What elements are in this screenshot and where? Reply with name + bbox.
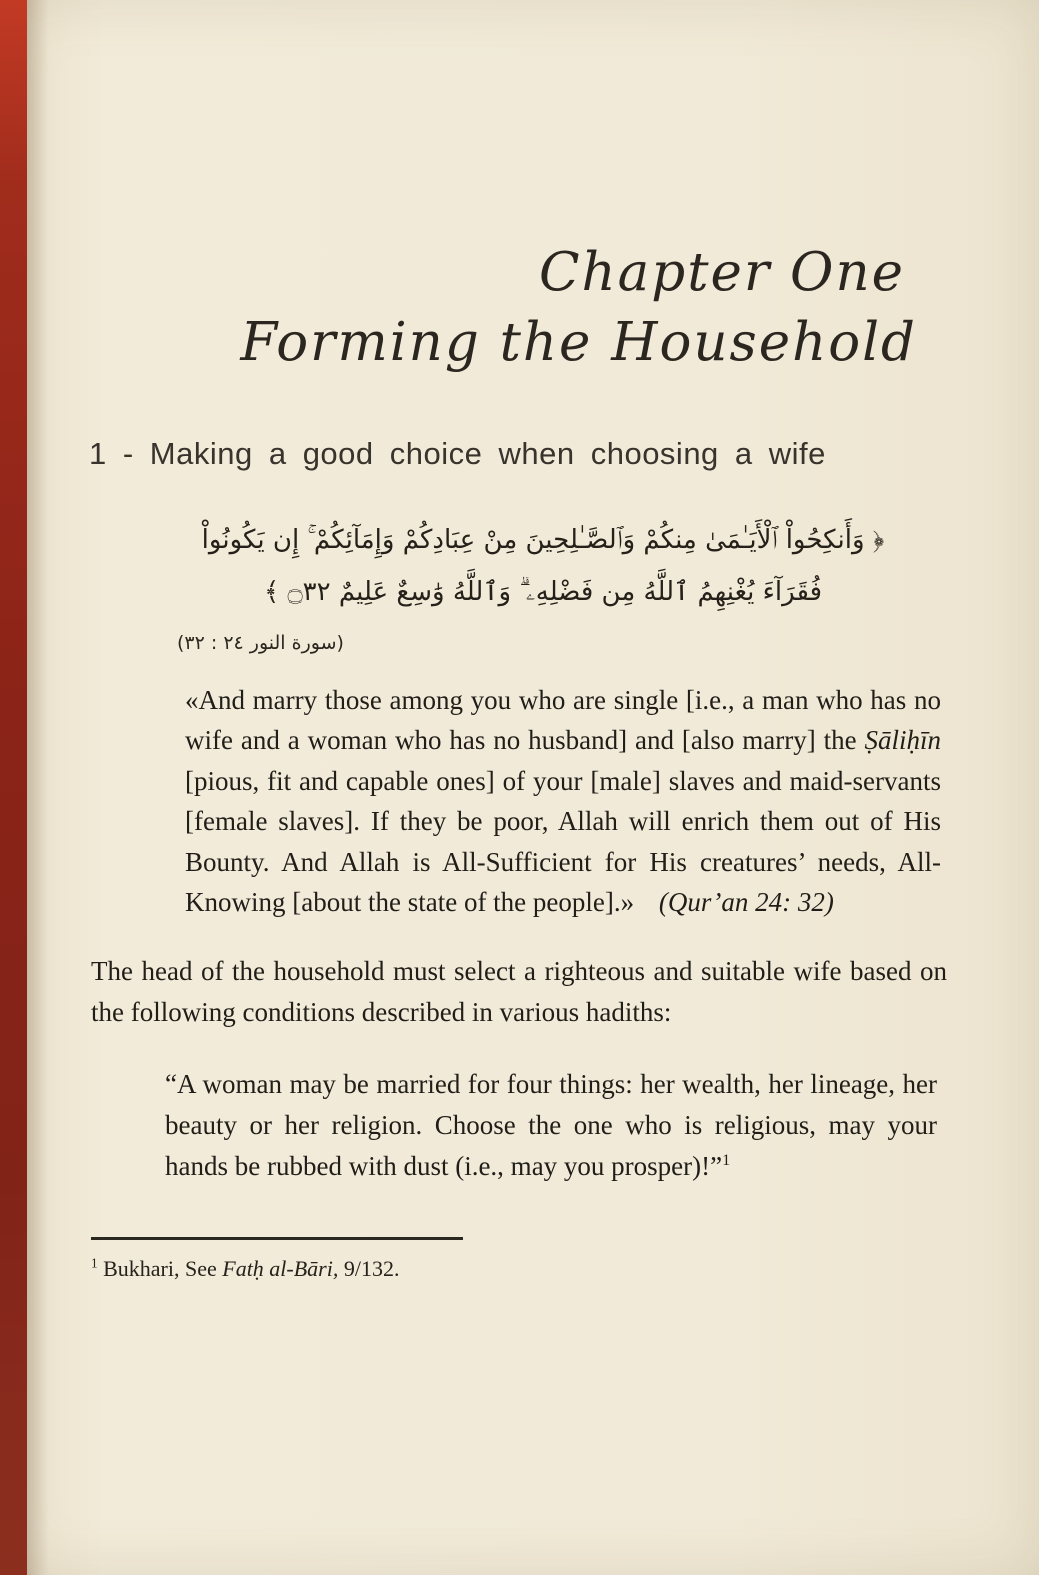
footnote-marker: 1: [91, 1256, 98, 1272]
hadith-footnote-marker: 1: [722, 1151, 731, 1170]
footnote-text-after: 9/132.: [338, 1256, 400, 1282]
chapter-title-line2: Forming the Household: [240, 311, 917, 373]
chapter-title-line1: Chapter One: [538, 242, 905, 303]
body-paragraph: The head of the household must select a righteous and suitable wife based on the following conditions described in various hadiths:: [91, 955, 947, 1028]
footnote-divider: [91, 1237, 463, 1240]
quran-verse-arabic-line1: ﴿ وَأَنكِحُواْ ٱلْأَيَـٰمَىٰ مِنكُمْ وَٱلصَّـٰلِحِينَ مِنْ عِبَادِكُمْ وَإِمَآئِكُمْ ۚ إِن يَكُونُواْ: [201, 524, 885, 555]
footnote: [91, 1254, 947, 1285]
verse-translation: [185, 680, 941, 923]
hadith-quote: [165, 1064, 937, 1188]
translation-closing: [pious, fit and capable ones] of your [male] slaves and maid-servants [female slaves]. If they be poor, Allah will enrich them out of His Bounty. And Allah is All-Sufficient for His creatures’ needs, All-Knowing [about the state of the people].»: [185, 765, 941, 918]
translation-term-salihin: Ṣāliḥīn: [864, 725, 941, 756]
footnote-work-title: Fatḥ al-Bāri,: [222, 1256, 339, 1282]
surah-citation: (سورة النور ٢٤ : ٣٢): [177, 631, 344, 654]
hadith-text: “A woman may be married for four things: her wealth, her lineage, her beauty or her religion. Choose the one who is religious, may your hands be rubbed with dust (i.e., may you prosper)!”: [165, 1068, 937, 1182]
chapter-title: [27, 238, 1039, 378]
translation-opening: «And marry those among you who are single [i.e., a man who has no wife and a woman who has no husband] and [also marry] the: [185, 684, 941, 756]
quran-reference: (Qur’an 24: 32): [658, 887, 834, 918]
page-content: [27, 0, 1039, 1575]
footnote-text-before: Bukhari, See: [97, 1256, 223, 1282]
quran-verse-arabic: [177, 514, 909, 618]
book-spine-edge: [0, 0, 27, 1575]
section-heading: 1 - Making a good choice when choosing a wife: [89, 435, 826, 471]
quran-verse-arabic-line2: فُقَرَآءَ يُغْنِهِمُ ٱللَّهُ مِن فَضْلِهِۦ ۗ وَٱللَّهُ وَٰسِعٌ عَلِيمٌ ۝٣٢ ﴾: [263, 576, 823, 607]
